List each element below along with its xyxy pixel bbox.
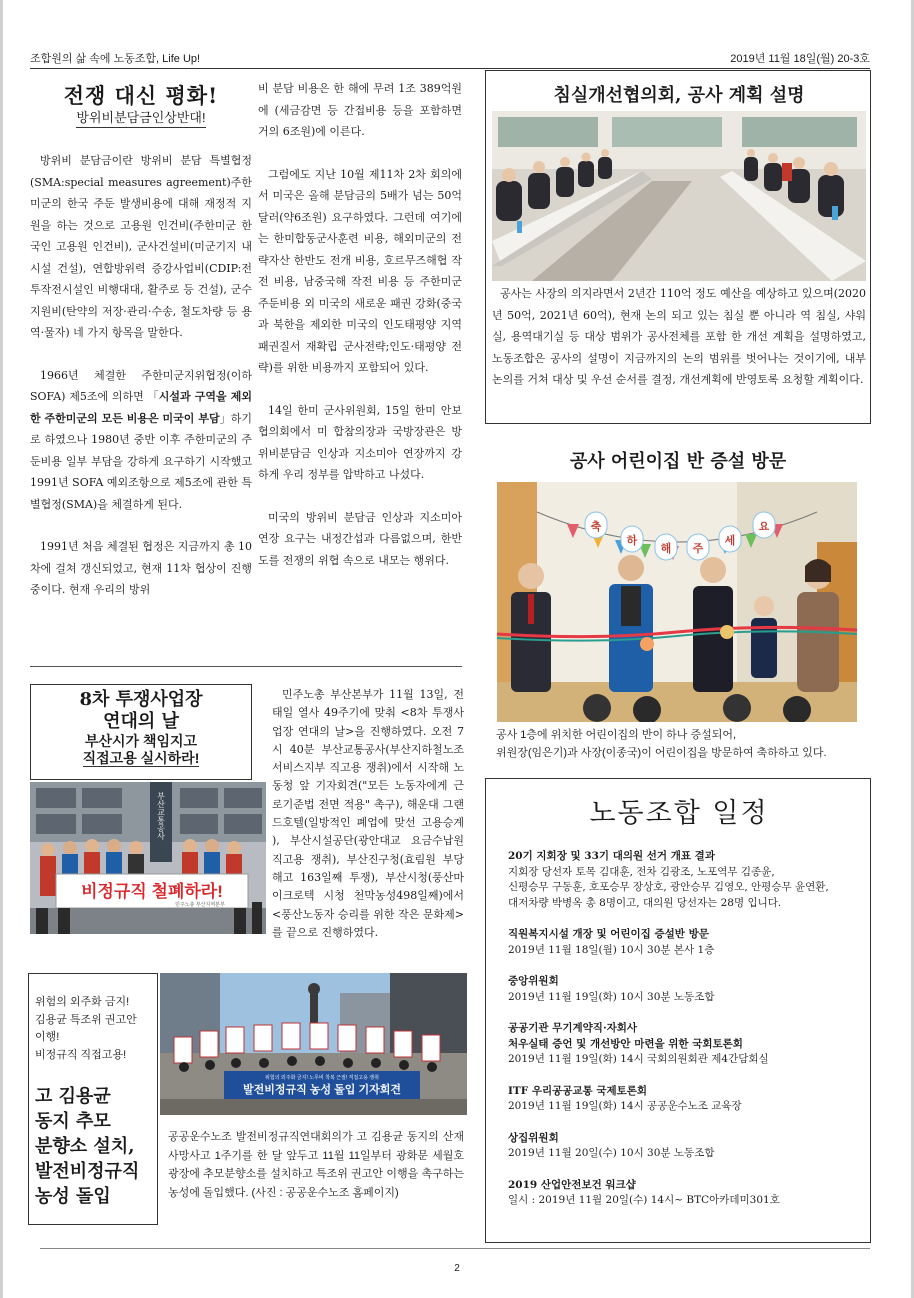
schedule-item-detail: 2019년 11월 18일(월) 10시 30분 본사 1층 xyxy=(508,943,715,956)
schedule-item-detail: 대저차량 박병옥 총 8명이고, 대의원 당선자는 28명 입니다. xyxy=(508,896,782,909)
daycare-caption xyxy=(496,726,866,762)
garland-char: 주 xyxy=(692,543,704,555)
header-date-issue: 2019년 11월 18일(월) 20-3호 xyxy=(730,53,870,65)
schedule-item-heading: 공공기관 무기계약직·자회사 xyxy=(508,1022,638,1034)
kim-headline xyxy=(35,1084,157,1209)
page-number: 2 xyxy=(454,1263,460,1274)
schedule-item-detail: 2019년 11월 19일(화) 10시 30분 노동조합 xyxy=(508,990,715,1003)
rally-photo xyxy=(30,782,266,934)
footer-rule xyxy=(40,1248,870,1249)
press-banner-top: 위험의 외주화 금지! 노무비 착복 근절! 직접고용 쟁취 xyxy=(265,1075,379,1081)
schedule-item-detail: 2019년 11월 19일(화) 14시 국회의원회관 제4간담회실 xyxy=(508,1053,769,1065)
kim-slogan: 비정규직 직접고용! xyxy=(35,1048,127,1061)
meeting-photo xyxy=(492,111,866,281)
section-divider xyxy=(30,666,462,667)
page-header xyxy=(30,50,870,68)
building-sign-text: 부산교통공사 xyxy=(156,792,166,840)
header-slogan: 조합원의 삶 속에 노동조합, Life Up! xyxy=(30,53,201,65)
schedule-item xyxy=(508,1178,858,1209)
war-para-4: 비 분담 비용은 한 해에 무려 1조 389억원에 (세금감면 등 간접비용 등을 포함하면 거의 6조원)에 이른다. xyxy=(258,82,462,138)
schedule-item xyxy=(508,849,858,911)
dorm-article-title: 침실개선협의회, 공사 계획 설명 xyxy=(553,85,805,106)
kim-headline-line: 농성 돌입 xyxy=(35,1186,111,1207)
dorm-article-text: 공사는 사장의 의지라면서 2년간 110억 정도 예산을 예상하고 있으며(2020년 50억, 2021년 60억), 현재 논의 되고 있는 침실 뿐 아니라 역 침실, 샤워실, 용역대기실 등 대상 범위가 공사전체를 포함 한 개선 계획을 설명하였고, 노동조합은 공사의 설명이 지금까지의 논의 범위를 벗어나는 것이기에, 내부 논의를 거쳐 대상 및 우선 순서를 결정, 개선계획에 반영토록 요청할 계획이다. xyxy=(492,287,866,386)
garland-char: 세 xyxy=(724,535,736,547)
schedule-item xyxy=(508,1084,858,1115)
schedule-list xyxy=(508,849,858,1225)
war-para-5: 그럼에도 지난 10월 제11차 2차 회의에서 미국은 올해 분담금의 5배가 넘는 50억달러(약6조원) 요구하였다. 그런데 여기에는 한미합동군사훈련 비용, 해외미군의 전략자산 한반도 전개 비용, 호르무즈해협 작전 비용, 남중국해 작전 비용 등 주한미군 주둔비용 외 미국의 새로운 패권 강화(중국과 북한을 제외한 미국의 인도태평양 지역 패권질서 재확립 군사전략;인도·태평양 전략)를 위한 비용까지 포함되어 있다. xyxy=(258,167,462,374)
struggle-title-2: 연대의 날 xyxy=(103,711,179,732)
kim-slogan: 김용균 특조위 권고안 xyxy=(35,1013,137,1026)
kim-memorial-box xyxy=(28,973,158,1225)
daycare-caption-line-2: 위원장(임은기)과 사장(이종국)이 어린이집을 방문하여 축하하고 있다. xyxy=(496,747,827,759)
war-article-column-2 xyxy=(258,78,462,592)
struggle-sub-2 xyxy=(31,750,251,767)
garland-char: 축 xyxy=(590,521,602,533)
press-conference-photo xyxy=(160,973,467,1115)
press-banner-text: 발전비정규직 농성 돌입 기자회견 xyxy=(243,1084,401,1096)
schedule-item-heading: ITF 우리공공교통 국제토론회 xyxy=(508,1084,648,1097)
schedule-item-detail: 일시 : 2019년 11월 20일(수) 14시~ BTC아카데미301호 xyxy=(508,1194,780,1206)
schedule-item-heading: 중앙위원회 xyxy=(508,975,559,987)
dorm-article-box xyxy=(485,70,871,424)
garland-char: 요 xyxy=(758,521,770,533)
schedule-item-detail: 2019년 11월 19일(화) 14시 공공운수노조 교육장 xyxy=(508,1100,742,1112)
schedule-item-detail: 신평승무 구동훈, 호포승무 장상호, 광안승무 김영오, 안평승무 윤연환, xyxy=(508,881,829,893)
schedule-item xyxy=(508,1131,858,1162)
struggle-sub-1: 부산시가 책임지고 xyxy=(84,733,198,749)
war-article-title: 전쟁 대신 평화! xyxy=(63,83,219,108)
daycare-ribbon-photo xyxy=(497,482,857,722)
kim-slogan: 위험의 외주화 금지! xyxy=(35,996,130,1008)
kim-slogan: 이행! xyxy=(35,1031,60,1043)
war-article-subtitle xyxy=(30,107,252,126)
daycare-caption-line-1: 공사 1층에 위치한 어린이집의 반이 하나 증설되어, xyxy=(496,729,737,741)
schedule-item xyxy=(508,927,858,958)
war-para-3: 1991년 처음 체결된 협정은 지금까지 총 10차에 걸쳐 갱신되었고, 현재 11차 협상이 진행 중이다. 현재 우리의 방위 xyxy=(30,540,252,596)
schedule-item-heading: 20기 지회장 및 33기 대의원 선거 개표 결과 xyxy=(508,850,715,862)
schedule-item xyxy=(508,1021,858,1068)
garland-char: 하 xyxy=(626,535,638,547)
kim-headline-line: 동지 추모 xyxy=(35,1111,111,1132)
war-para-1: 방위비 분담금이란 방위비 분담 특별협정(SMA:special measures agreement)주한미군의 한국 주둔 발생비용에 대해 재정적 지원을 하는 것으로 고용원 인건비(주한미군 한국인 고용원 인건비), 군사건설비(미군기지 내 시설 건설), 연합방위력 증강사업비(CDIP:전투작전시설인 비행대대, 활주로 등 건설), 군수지원비(탄약의 저장·관리·수송, 철도차량 등 용역·물자) 네 가지 항목을 말한다. xyxy=(30,154,252,339)
war-para-6: 14일 한미 군사위원회, 15일 한미 안보협의회에서 미 합참의장과 국방장관은 방위비분담금 인상과 지소미아 연장까지 강하게 우리 정부를 압박하고 나섰다. xyxy=(258,403,462,481)
press-conference-caption: 공공운수노조 발전비정규직연대회의가 고 김용균 동지의 산재 사망사고 1주기를 한 달 앞두고 11월 11일부터 광화문 세월호 광장에 추모분향소를 설치하고 특조위 권고안 이행을 촉구하는 농성에 돌입했다. (사진 : 공공운수노조 홈페이지) xyxy=(168,1131,464,1199)
kim-headline-line: 분향소 설치, xyxy=(35,1136,135,1157)
war-article-subtitle-text: 방위비분담금인상반대! xyxy=(76,110,205,128)
struggle-title-box xyxy=(30,684,252,780)
kim-slogans xyxy=(35,994,155,1064)
schedule-item-detail: 2019년 11월 20일(수) 10시 30분 노동조합 xyxy=(508,1147,715,1159)
daycare-title: 공사 어린이집 반 증설 방문 xyxy=(569,451,787,472)
kim-headline-line: 고 김용균 xyxy=(35,1086,111,1107)
schedule-title: 노동조합 일정 xyxy=(589,798,769,829)
war-para-7: 미국의 방위비 분담금 인상과 지소미아 연장 요구는 내정간섭과 다름없으며, 한반도를 전쟁의 위협 속으로 내모는 행위다. xyxy=(258,510,462,567)
schedule-item-heading: 직원복지시설 개장 및 어린이집 증설반 방문 xyxy=(508,928,709,940)
rally-banner-text: 비정규직 철폐하라! xyxy=(81,882,223,901)
kim-headline-line: 발전비정규직 xyxy=(35,1161,140,1182)
rally-banner-small: 민주노총 부산지역본부 xyxy=(175,902,225,908)
war-para-2: 1966년 체결한 주한미군지위협정(이하 SOFA) 제5조에 의하면 「시설과 구역을 제외한 주한미군의 모든 비용은 미국이 부담」하기로 하였으나 1980년 중반 이후 주한미군의 주둔비용 일부 부담을 강하게 요구하기 시작했고 1991년 SOFA 예외조항으로 제5조에 관한 특별협정(SMA)을 체결하게 된다. xyxy=(30,368,252,511)
schedule-item-detail: 처우실태 증언 및 개선방안 마련을 위한 국회토론회 xyxy=(508,1037,743,1050)
struggle-article-text: 민주노총 부산본부가 11월 13일, 전태일 열사 49주기에 맞춰 <8차 투쟁사업장 연대의 날>을 진행하였다. 오전 7시 40분 부산교통공사(부산지하철노조 서비스지부 직고용 쟁취)에서 시작해 노동청 앞 기자회견("모든 노동자에게 근로기준법 전면 적용" 촉구), 해운대 그랜드호텔(일방적인 폐업에 맞선 고용승계 ), 부산시설공단(광안대교 요금수납원 직고용 쟁취), 부산진구청(효림원 부당해고 163일째 투쟁), 부산시청(풍산마이크로텍 시청 천막농성498일째)에서 <풍산노동자 승리를 위한 작은 문화제>를 끝으로 진행하였다. xyxy=(272,688,464,939)
schedule-item-heading: 2019 산업안전보건 워크샵 xyxy=(508,1178,636,1191)
schedule-item xyxy=(508,974,858,1005)
war-article-column-1 xyxy=(30,150,252,622)
struggle-sub-2-text: 직접고용 실시하라! xyxy=(82,750,200,766)
struggle-title-1: 8차 투쟁사업장 xyxy=(79,689,203,710)
garland-char: 해 xyxy=(660,543,672,555)
header-rule xyxy=(30,68,870,69)
schedule-item-heading: 상집위원회 xyxy=(508,1131,559,1144)
war-emphasis: 시설과 구역을 제외한 주한미군의 모든 비용은 미국이 부담 xyxy=(30,390,252,425)
union-schedule-box xyxy=(485,778,871,1243)
schedule-item-detail: 지회장 당선자 토목 김대훈, 전차 김광조, 노포역무 김종윤, xyxy=(508,865,775,878)
